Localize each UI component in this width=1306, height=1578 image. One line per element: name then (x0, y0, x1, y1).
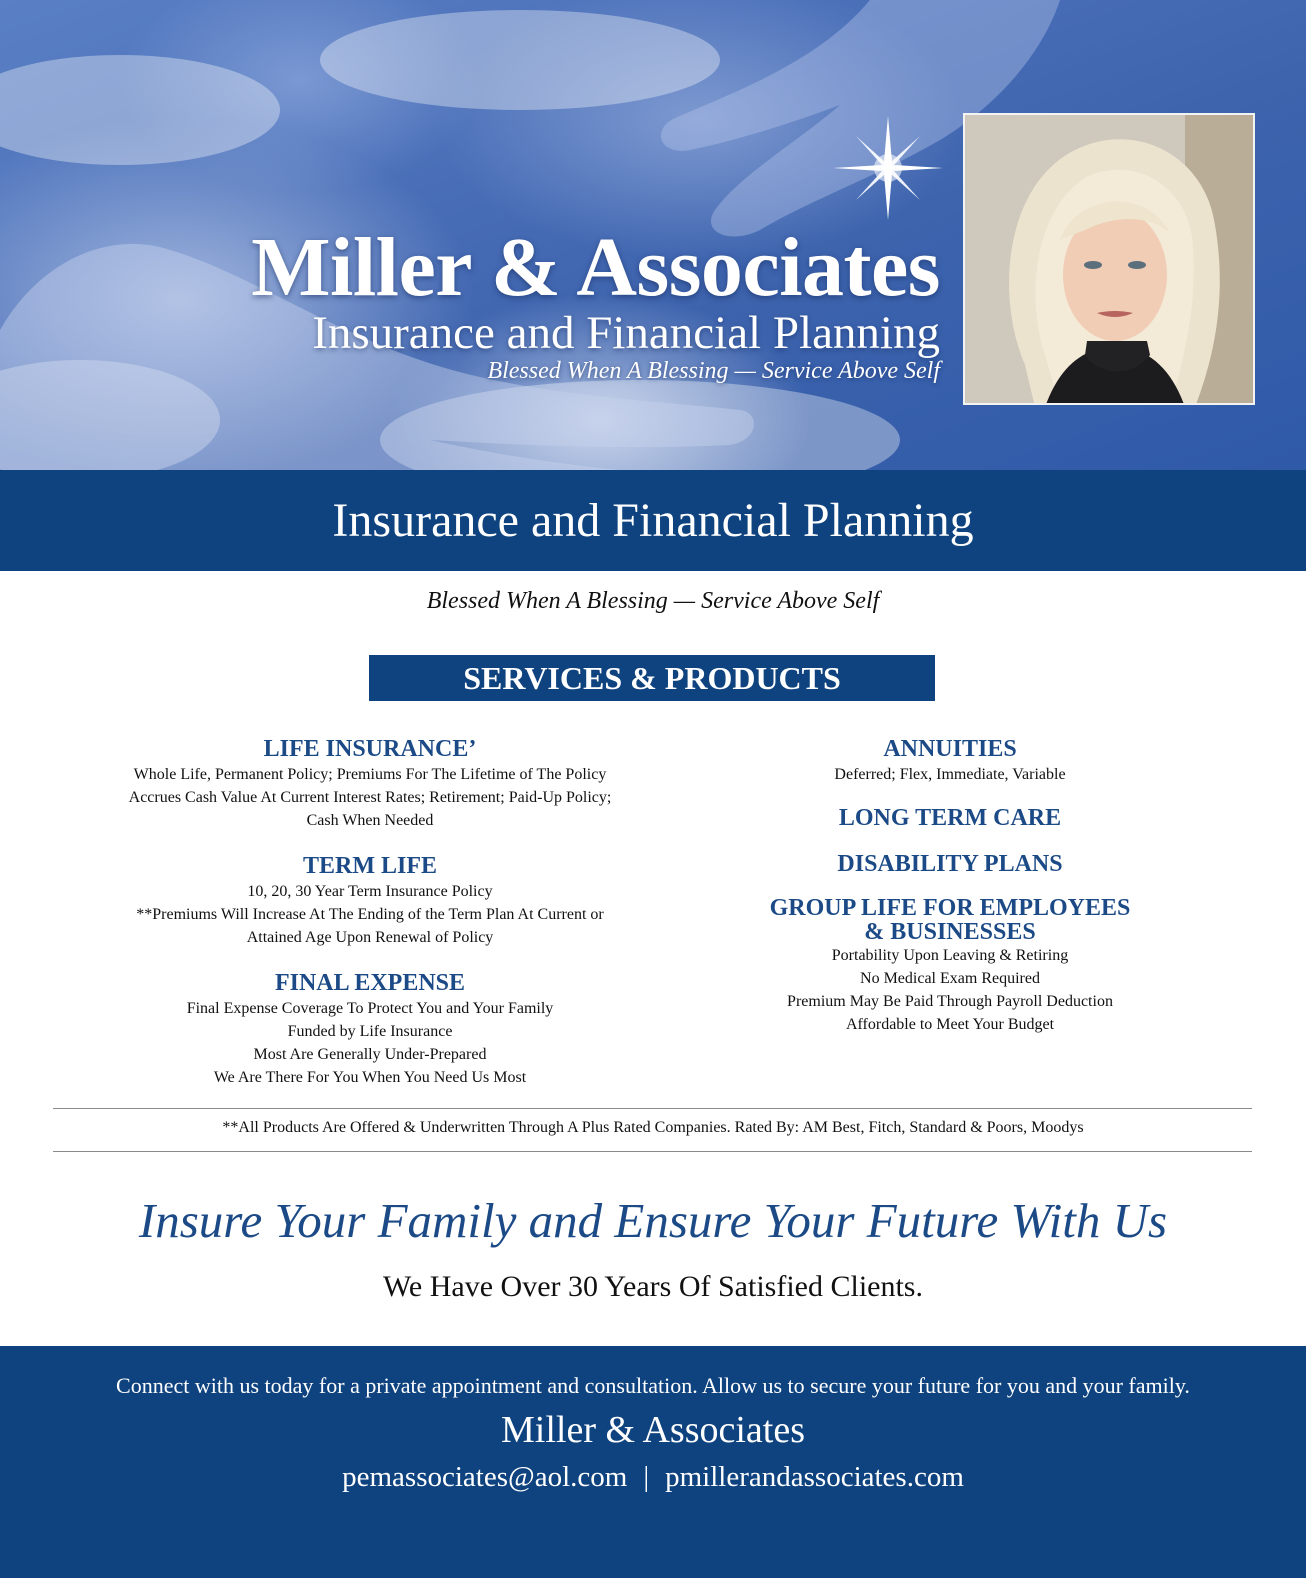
slogan: Insure Your Family and Ensure Your Future With Us (138, 1193, 1168, 1248)
disclaimer: **All Products Are Offered & Underwritten Through A Plus Rated Companies. Rated By: AM Best, Fitch, Standard & Poors, Moodys (222, 1119, 1084, 1136)
group-life-heading-continued: & BUSINESSES (864, 919, 1036, 945)
hero-banner (0, 0, 1306, 470)
portrait-photo (963, 113, 1255, 405)
life-insurance-line: Whole Life, Permanent Policy; Premiums For The Lifetime of The Policy (133, 766, 607, 783)
life-insurance-heading: LIFE INSURANCE’ (263, 736, 477, 762)
term-life-line: Attained Age Upon Renewal of Policy (246, 929, 494, 946)
final-expense-line: Final Expense Coverage To Protect You and Your Family (186, 1000, 554, 1017)
group-life-line: No Medical Exam Required (860, 970, 1040, 987)
life-insurance-line: Accrues Cash Value At Current Interest Rates; Retirement; Paid-Up Policy; (128, 789, 612, 806)
final-expense-line: We Are There For You When You Need Us Most (213, 1069, 527, 1086)
footer (0, 1346, 1306, 1578)
term-life-heading: TERM LIFE (302, 853, 437, 879)
hero-subtitle: Insurance and Financial Planning (312, 307, 940, 359)
term-life-line: 10, 20, 30 Year Term Insurance Policy (247, 883, 493, 900)
term-life-line: **Premiums Will Increase At The Ending of the Term Plan At Current or (136, 906, 604, 923)
group-life-line: Affordable to Meet Your Budget (845, 1016, 1055, 1033)
footer-contacts (0, 1459, 1306, 1495)
email-link[interactable]: pemassociates@aol.com (342, 1461, 628, 1493)
group-life-heading: GROUP LIFE FOR EMPLOYEES (769, 895, 1131, 921)
final-expense-heading: FINAL EXPENSE (274, 970, 466, 996)
band-title: Insurance and Financial Planning (332, 493, 974, 547)
group-life-line: Premium May Be Paid Through Payroll Deduction (787, 993, 1113, 1010)
hero-text-block (251, 222, 940, 386)
footer-call-to-action: Connect with us today for a private appointment and consultation. Allow us to secure your future for you and your family. (116, 1373, 1190, 1398)
tagline: Blessed When A Blessing — Service Above Self (426, 588, 880, 614)
group-life-line: Portability Upon Leaving & Retiring (831, 947, 1069, 964)
hero-tagline: Blessed When A Blessing — Service Above Self (487, 358, 940, 384)
headline-band (0, 470, 1306, 571)
annuities-heading: ANNUITIES (883, 736, 1017, 762)
final-expense-line: Funded by Life Insurance (287, 1023, 453, 1040)
hero-title: Miller & Associates (251, 221, 940, 314)
final-expense-line: Most Are Generally Under-Prepared (253, 1046, 487, 1063)
services-right-column (660, 735, 1240, 1036)
clients-statement: We Have Over 30 Years Of Satisfied Clients. (383, 1270, 923, 1303)
website-link[interactable]: pmillerandassociates.com (665, 1461, 964, 1493)
disability-plans-heading: DISABILITY PLANS (837, 851, 1063, 877)
divider-bottom (53, 1151, 1252, 1152)
divider-top (53, 1108, 1252, 1109)
footer-company-name: Miller & Associates (501, 1409, 805, 1451)
contact-separator: | (643, 1461, 650, 1493)
portrait-illustration (965, 115, 1255, 405)
long-term-care-heading: LONG TERM CARE (838, 805, 1062, 831)
life-insurance-line: Cash When Needed (306, 812, 434, 829)
services-left-column (60, 735, 680, 1089)
annuities-line: Deferred; Flex, Immediate, Variable (834, 766, 1066, 783)
services-products-heading: SERVICES & PRODUCTS (369, 655, 935, 701)
